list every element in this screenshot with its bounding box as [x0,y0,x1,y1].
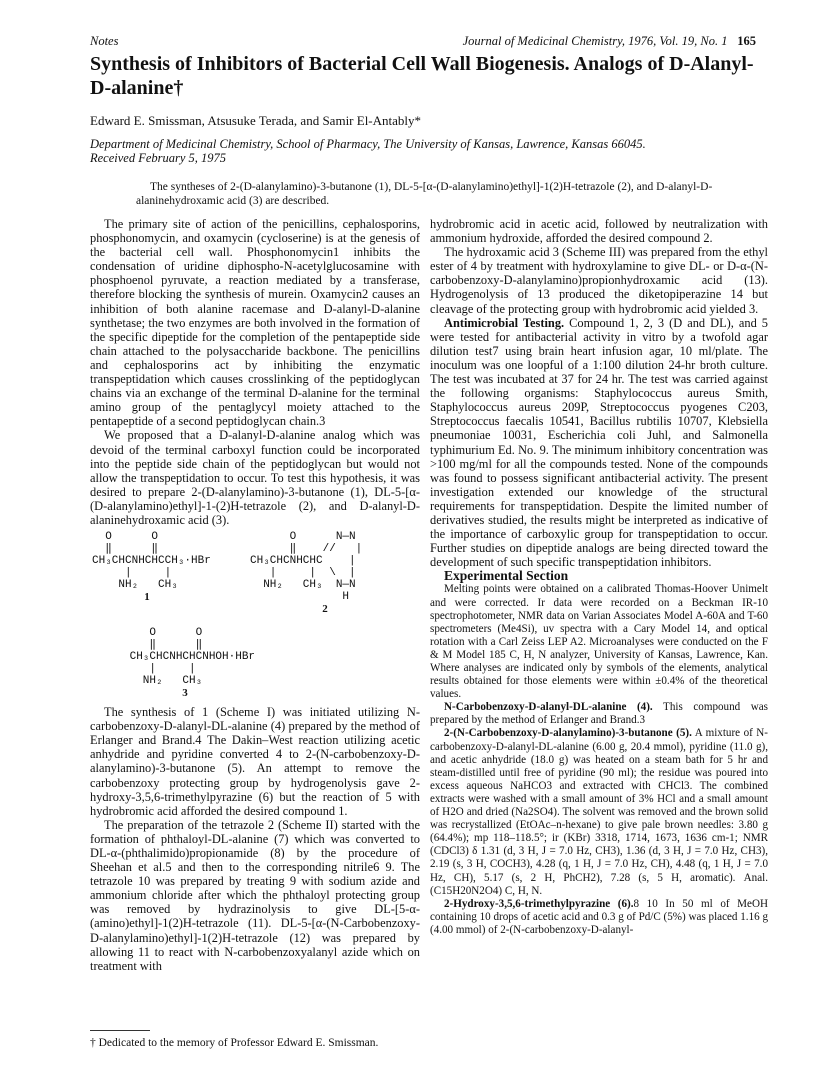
run-in-heading: 2-Hydroxy-3,5,6-trimethylpyrazine (6). [444,897,634,910]
paragraph: 2-Hydroxy-3,5,6-trimethylpyrazine (6).8 10 In 50 ml of MeOH containing 10 drops of acetic acid and 0.3 g of Pd/C (5%) was placed 1.16 g (4.00 mmol) of 2-(N-carbobenzoxy-D-alanyl- [430,897,768,936]
structure-1: O O ‖ ‖ CH₃CHCNHCHCCH₃·HBr | | NH₂ CH₃ 1 [92,531,211,604]
page-number: 165 [737,34,756,48]
structure-3: O O ‖ ‖ CH₃CHCNHCHCNHOH·HBr | | NH₂ CH₃ 3 [90,627,420,701]
section-heading: Experimental Section [444,568,569,584]
authors: Edward E. Smissman, Atsusuke Terada, and Samir El-Antably* [90,113,422,128]
paragraph: The preparation of the tetrazole 2 (Scheme II) started with the formation of phthaloyl-DL-alanine (7) which was converted to DL-α-(phthalimido)propionamide (8) by the procedure of Sheehan et al.5 and then to the corresponding nitrile6 9. The tetrazole 10 was prepared by treating 9 with sodium azide and ammonium chloride after which the phthaloyl protecting group was removed by hydrazinolysis to give DL-[5-α-(amino)ethyl]-1(2)H-tetrazole (11). DL-5-[α-(N-Carbobenzoxy-D-alanylamino)ethyl]-1(2)H-tetrazole (12) was prepared by allowing 11 to react with N-carbobenzoxyalanyl azide which on treatment with [90,817,420,973]
footnote-rule [90,1030,150,1031]
structure-2: O N—N ‖ // | CH₃CHCNHCHC | | | \ | NH₂ CH₃ N—N H 2 [250,531,400,615]
structure-number: 1 [144,591,150,604]
paragraph: 2-(N-Carbobenzoxy-D-alanylamino)-3-butanone (5). A mixture of N-carbobenzoxy-D-alanyl-DL-alanine (6.00 g, 20.4 mmol), pyridine (11.0 g), and acetic anhydride (18.0 g) was heated on a steam bath for 5 hr and steam-distilled until free of pyridine (90 ml); the residue was poured into excess aqueous NaHCO3 and extracted with CHCl3. The combined extracts were washed with a small amount of 3% HCl and a small amount of H2O and dried (Na2SO4). The solvent was removed and the brown solid was recrystallized (EtOAc–n-hexane) to give pale brown needles: 3.80 g (64.4%); mp 118–118.5°; ir (KBr) 3318, 1714, 1673, 1636 cm-1; NMR (CDCl3) δ 1.31 (d, 3 H, J = 7.0 Hz, CH3), 1.36 (d, 3 H, J = 7.0 Hz, CH3), 2.19 (s, 3 H, COCH3), 4.28 (q, 1 H, J = 7.0 Hz, CH), 4.48 (q, 1 H, J = 7.0 Hz, CH), 5.17 (s, 2 H, PhCH2), 7.28 (s, 5 H, aromatic). Anal. (C15H20N2O4) C, H, N. [430,727,768,897]
journal-citation: Journal of Medicinal Chemistry, 1976, Vol. 19, No. 1 [462,34,728,48]
section-label: Notes [90,34,119,48]
left-column [90,217,420,973]
paragraph: Antimicrobial Testing. Compound 1, 2, 3 (D and DL), and 5 were tested for antibacterial activity in vitro by a twofold agar dilution test7 using brain heart infusion agar, 10 ml/plate. The inoculum was one loopful of a 1:100 dilution 24-hr broth culture. The test was incubated at 37 for 24 hr. The test was carried against the following organisms: Staphylococcus aureus Smith, Staphylococcus aureus 209P, Streptococcus pyogenes C203, Streptococcus faecalis 10541, Bacillus rubtilis 10707, Klebsiella pneumoniae 10031, Escherichia coli Juhl, and Salmonella typhimurium Ed. No. 9. The minimum inhibitory concentration was >100 mg/ml for all the compounds tested. None of the compounds was found to possess significant antibacterial activity. The present investigation extended our knowledge of the structural requirements for transpeptidation. Despite the limited number of derivatives studied, the results might be interpreted as indicative of the importance of carboxylic group for transpeptidation to occur. Further studies on dipeptide analogs are being directed toward the development of such specific transpeptidation inhibitors. [430,315,768,570]
paragraph: N-Carbobenzoxy-D-alanyl-DL-alanine (4). This compound was prepared by the method of Erlanger and Brand.3 [430,701,768,727]
paragraph: The hydroxamic acid 3 (Scheme III) was prepared from the ethyl ester of 4 by treatment with hydroxylamine to give DL- or D-α-(N-carbobenzoxy-D-alanylamino)propionhydroxamic acid (13). Hydrogenolysis of 13 produced the diketopiperazine 14 but cleavage of the protecting group with hydrobromic acid yielded 3. [430,245,768,316]
article-title: Synthesis of Inhibitors of Bacterial Cell Wall Biogenesis. Analogs of D-Alanyl-D-alanine† [90,53,754,99]
footnote: † Dedicated to the memory of Professor Edward E. Smissman. [90,1037,379,1049]
paragraph: The primary site of action of the penicillins, cephalosporins, phosphonomycin, and oxamycin (cycloserine) is at the genesis of the bacterial cell wall. Phosphonomycin1 inhibits the condensation of uridine diphospho-N-acetylglucosamine with phosphoenol pyruvate, a reaction mediated by a transferase, therefore blocking the synthesis of murein. Oxamycin2 causes an inhibition of both alanine racemase and D-alanyl-D-alanine synthetase; the two enzymes are both involved in the formation of the specific dipeptide for the completion of the pentapeptide side chain attached to the polysaccharide backbone. The penicillins and cephalosporins act by inhibiting the enzymatic transpeptidation which causes crosslinking of the peptidoglycan chains via an exchange of the terminal D-alanine for the terminal amino group of the pentaglycyl moiety attached to the pentapeptide of a second peptidoglycan chain.3 [90,217,420,429]
run-in-heading: Antimicrobial Testing. [444,315,565,330]
experimental-text [430,583,768,937]
right-column [430,217,768,937]
run-in-heading: 2-(N-Carbobenzoxy-D-alanylamino)-3-butanone (5). [444,727,692,740]
paragraph: Melting points were obtained on a calibrated Thomas-Hoover Unimelt and were corrected. Ir data were recorded on a Beckman IR-10 spectrophotometer, NMR data on Varian Associates Model A-60A and T-60 spectrometers (Me4Si), uv spectra with a Cary Model 14, and optical rotation with a Carl Zeiss LEP A2. Microanalyses were conducted on the F & M Model 185 C, H, N analyzer, University of Kansas, Lawrence, Kan. Where analyses are indicated only by symbols of the elements, analytical results obtained for those elements were within ±0.4% of the theoretical values. [430,583,768,701]
structures-1-2 [90,531,420,623]
abstract: The syntheses of 2-(D-alanylamino)-3-butanone (1), DL-5-[α-(D-alanylamino)ethyl]-1(2)H-tetrazole (2), and D-alanyl-D-alaninehydroxamic acid (3) are described. [136,181,713,207]
paragraph: The synthesis of 1 (Scheme I) was initiated utilizing N-carbobenzoxy-D-alanyl-DL-alanine (4) prepared by the method of Erlanger and Brand.4 The Dakin–West reaction utilizing acetic anhydride and pyridine converted 4 to 2-(N-carbobenzoxy-D-alanylamino)-3-butanone (5). An attempt to remove the carbobenzoxy protecting group by hydrogenolysis gave 2-hydroxy-3,5,6-trimethylpyrazine (6) but the reaction of 5 with hydrobromic acid afforded the desired compound 1. [90,705,420,818]
structure-number: 3 [182,687,188,700]
received-date: Received February 5, 1975 [90,151,227,165]
run-in-heading: N-Carbobenzoxy-D-alanyl-DL-alanine (4). [444,701,653,714]
affiliation: Department of Medicinal Chemistry, School of Pharmacy, The University of Kansas, Lawrence, Kansas 66045. [90,137,646,151]
affiliation-block [90,137,790,165]
paragraph: We proposed that a D-alanyl-D-alanine analog which was devoid of the terminal carboxyl function could be incorporated into the peptide side chain of the peptidoglycan but would not allow the transpeptidation to occur. To test this hypothesis, it was desired to prepare 2-(D-alanylamino)-3-butanone (1), DL-5-[α-(D-alanylamino)ethyl]-1-(2)H-tetrazole (2), and D-alanyl-D-alaninehydroxamic acid (3). [90,428,420,527]
structure-number: 2 [322,603,328,616]
paragraph: hydrobromic acid in acetic acid, followed by neutralization with ammonium hydroxide, afforded the desired compound 2. [430,217,768,246]
